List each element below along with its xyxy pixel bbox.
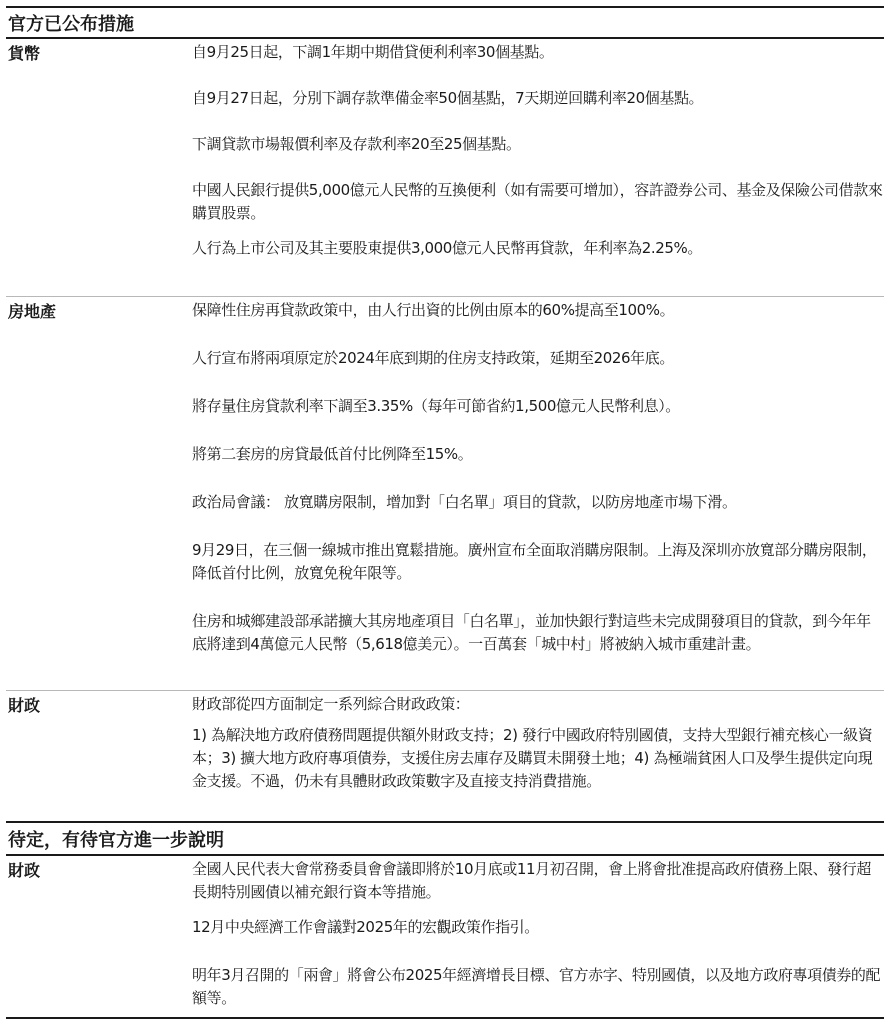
section-header-pending: 待定，有待官方進一步說明: [6, 823, 884, 856]
list-item: 將第二套房的房貸最低首付比例降至15%。: [192, 445, 473, 463]
list-item: 住房和城鄉建設部承諾擴大其房地產項目「白名單」，並加快銀行對這些未完成開發項目的貸款，到今年年底將達到4萬億元人民幣（5,618億美元）。一百萬套「城中村」將被納入城市重建計畫。: [192, 612, 871, 653]
row-fiscal: [6, 691, 884, 823]
category-label: 財政: [8, 861, 41, 880]
row-fiscal-pending: [6, 856, 884, 1019]
category-label: 財政: [8, 696, 41, 715]
list-item: 下調貸款市場報價利率及存款利率20至25個基點。: [192, 135, 521, 153]
list-item: 全國人民代表大會常務委員會會議即將於10月底或11月初召開，會上將會批准提高政府債務上限、發行超長期特別國債以補充銀行資本等措施。: [192, 860, 871, 901]
policy-table: [6, 0, 884, 1019]
section-header-announced: 官方已公布措施: [6, 6, 884, 39]
list-item: 中國人民銀行提供5,000億元人民幣的互換便利（如有需要可增加），容許證券公司、基金及保險公司借款來購買股票。: [192, 181, 883, 222]
item-list: [192, 39, 884, 296]
list-item: 12月中央經濟工作會議對2025年的宏觀政策作指引。: [192, 918, 539, 936]
category-label: 房地產: [8, 302, 57, 321]
category-label: 貨幣: [8, 44, 41, 63]
list-item: 自9月25日起，下調1年期中期借貸便利利率30個基點。: [192, 43, 554, 61]
row-monetary: [6, 39, 884, 297]
list-item: 將存量住房貸款利率下調至3.35%（每年可節省約1,500億元人民幣利息）。: [192, 397, 680, 415]
list-item: 人行宣布將兩項原定於2024年底到期的住房支持政策，延期至2026年底。: [192, 349, 674, 367]
list-item: 財政部從四方面制定一系列綜合財政政策：: [192, 695, 470, 713]
list-item: 人行為上市公司及其主要股東提供3,000億元人民幣再貸款，年利率為2.25%。: [192, 239, 702, 257]
list-item: 9月29日，在三個一線城市推出寬鬆措施。廣州宣布全面取消購房限制。上海及深圳亦放寬部分購房限制，降低首付比例，放寬免稅年限等。: [192, 541, 877, 582]
item-list: [192, 691, 884, 821]
item-list: [192, 297, 884, 690]
list-item: 政治局會議： 放寬購房限制，增加對「白名單」項目的貸款，以防房地產市場下滑。: [192, 493, 737, 511]
list-item: 保障性住房再貸款政策中，由人行出資的比例由原本的60%提高至100%。: [192, 301, 675, 319]
item-list: [192, 856, 884, 1017]
list-item: 明年3月召開的「兩會」將會公布2025年經濟增長目標、官方赤字、特別國債，以及地方政府專項債券的配額等。: [192, 966, 881, 1007]
list-item: 自9月27日起，分別下調存款準備金率50個基點，7天期逆回購利率20個基點。: [192, 89, 704, 107]
list-item: 1) 為解決地方政府債務問題提供額外財政支持；2) 發行中國政府特別國債，支持大型銀行補充核心一級資本；3) 擴大地方政府專項債券，支援住房去庫存及購買未開發土地；4) 為極端貧困人口及學生提供定向現金支援。不過，仍未有具體財政政策數字及直接支持消費措施。: [192, 726, 873, 790]
row-property: [6, 297, 884, 691]
